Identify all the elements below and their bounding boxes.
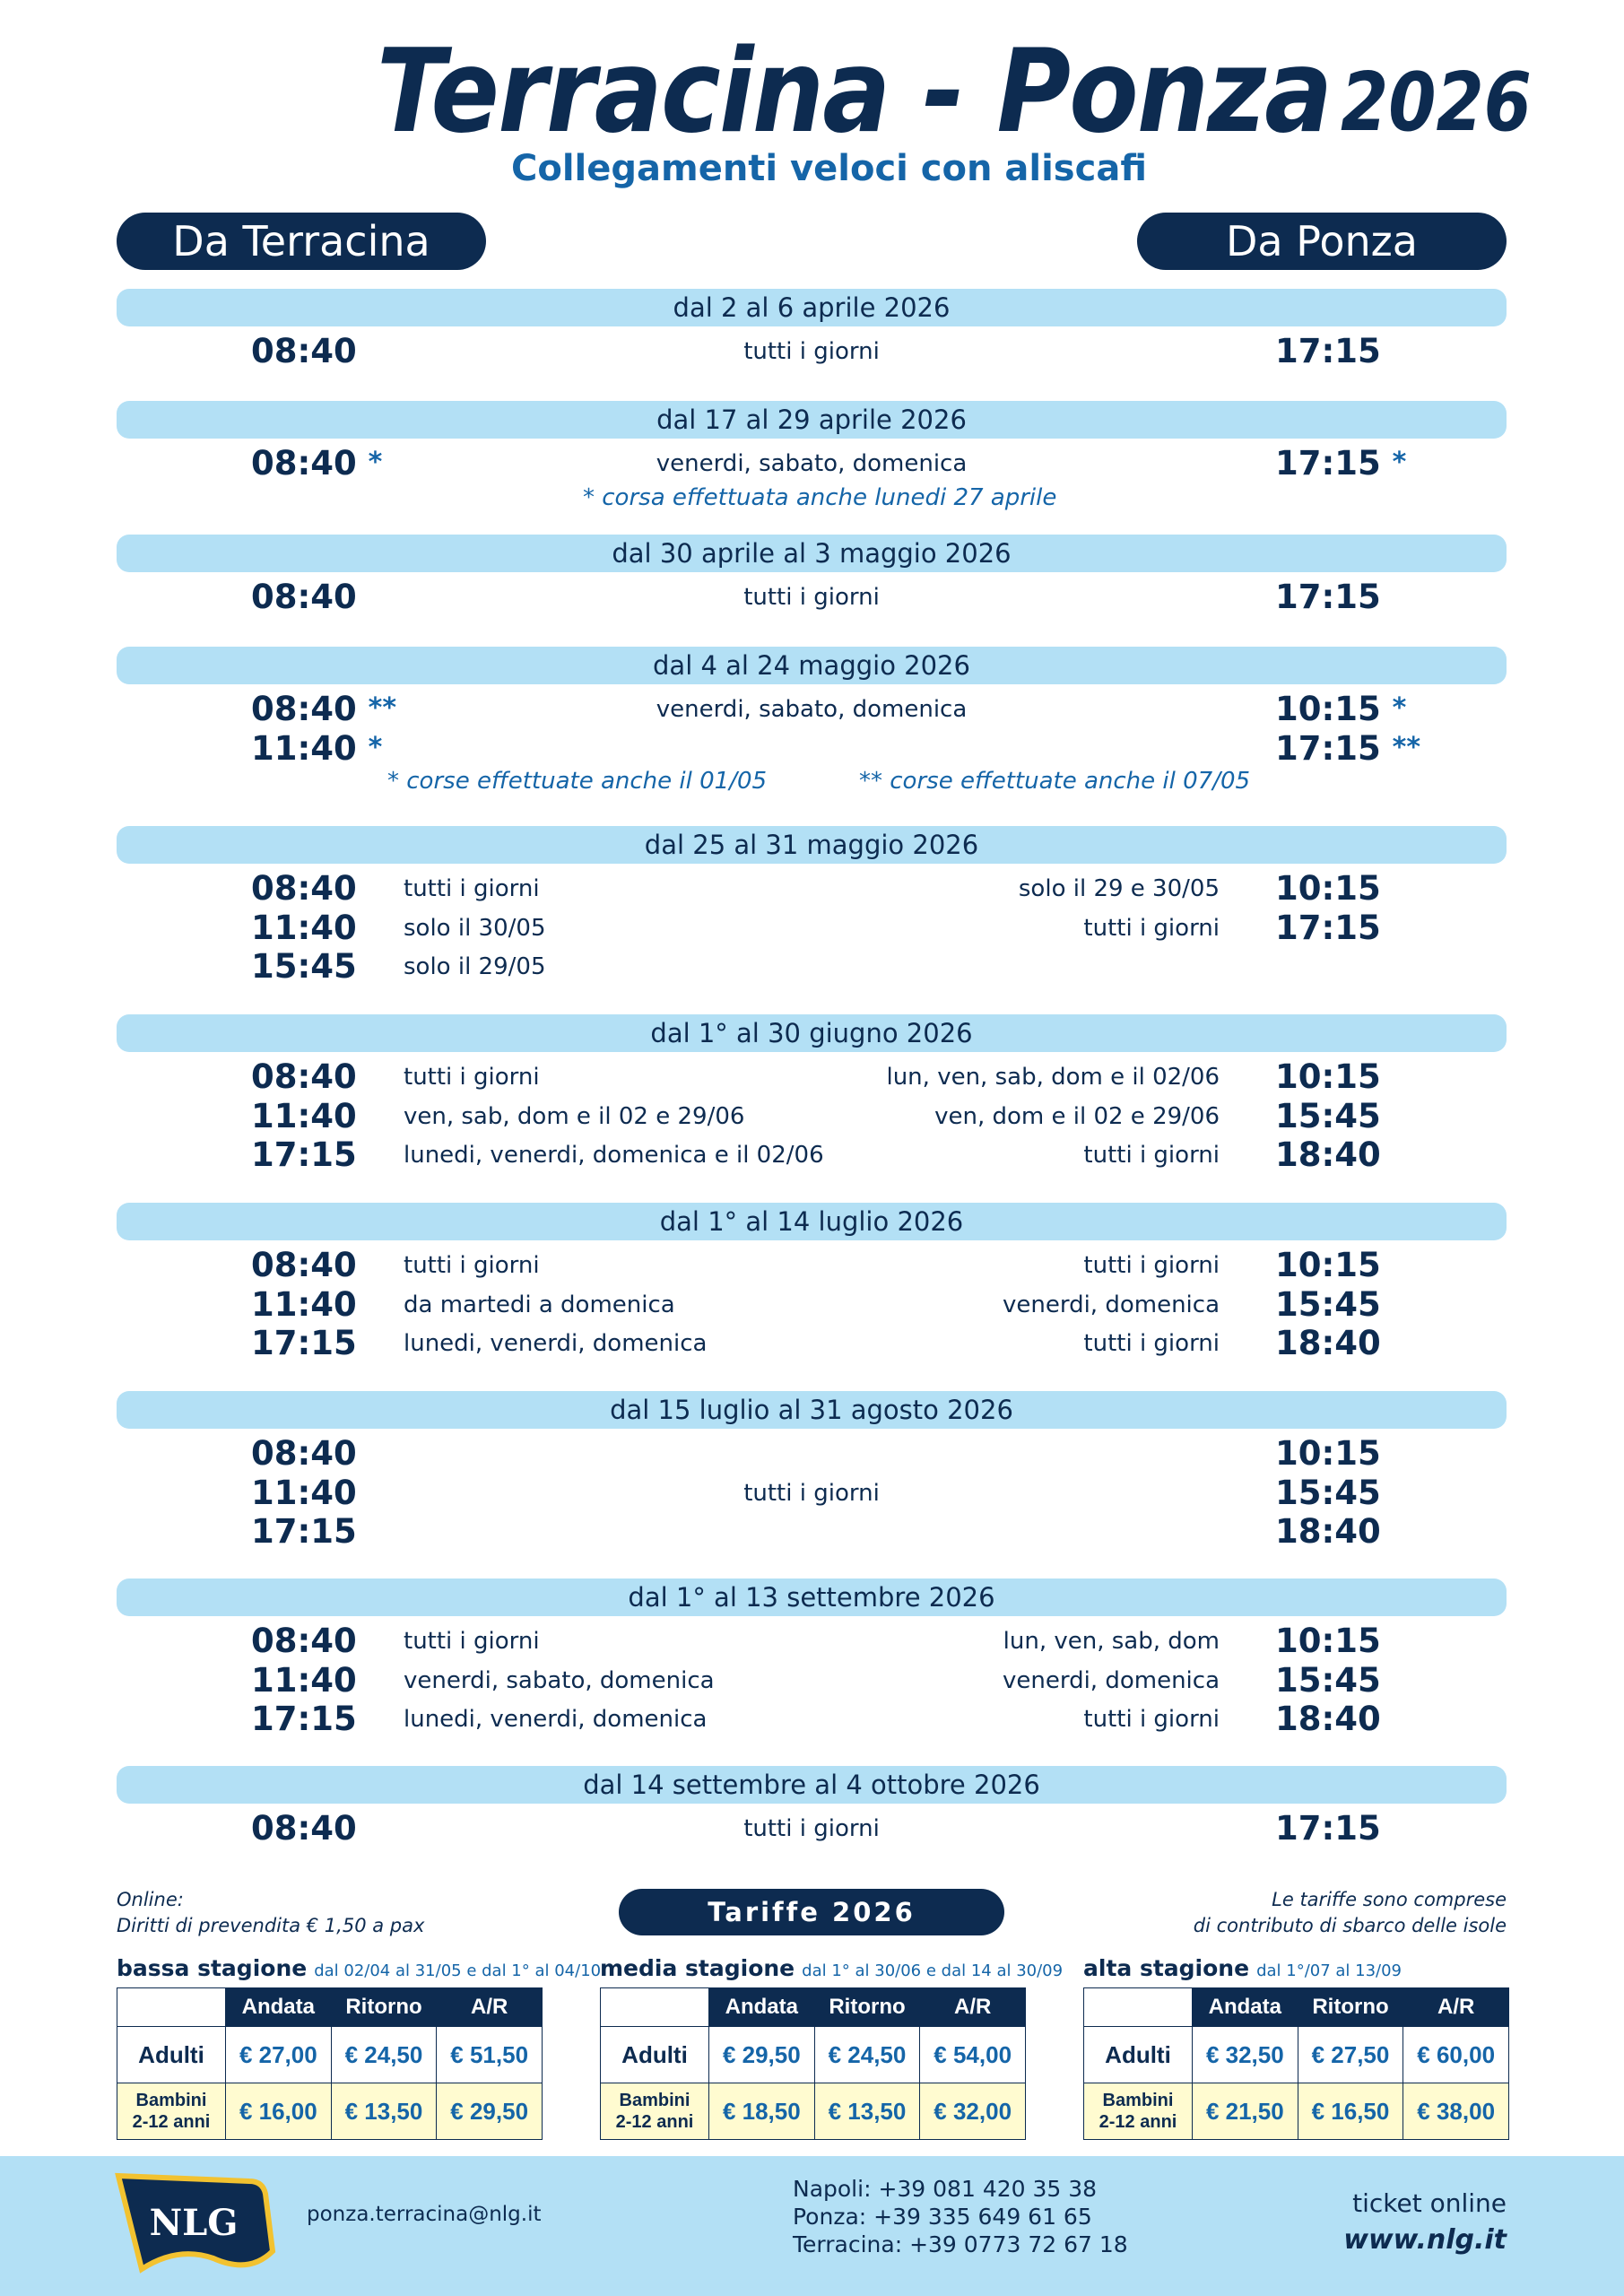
- tariff-note-1: Le tariffe sono comprese: [1272, 1889, 1507, 1910]
- days-ponza: venerdi, domenica: [1002, 1291, 1220, 1318]
- phone-ponza: Ponza: +39 335 649 61 65: [793, 2204, 1092, 2230]
- header-blank-cell: [1084, 1988, 1193, 2027]
- departure-time-terracina: [251, 729, 395, 771]
- fare-adult: € 24,50: [331, 2027, 437, 2083]
- departure-time-ponza: [1275, 1809, 1455, 1848]
- days-ponza: tutti i giorni: [1083, 1142, 1220, 1169]
- season-range: dal 1° al 30/06 e dal 14 al 30/09: [802, 1961, 1064, 1980]
- tariff-note-2: di contributo di sbarco delle isole: [1193, 1915, 1507, 1936]
- time-value: 10:15: [1275, 1246, 1381, 1284]
- time-value: 15:45: [1275, 1096, 1381, 1135]
- fare-child: € 38,00: [1403, 2083, 1509, 2140]
- column-header: A/R: [920, 1988, 1026, 2027]
- time-value: 15:45: [1275, 1284, 1381, 1324]
- days-all: tutti i giorni: [743, 1815, 880, 1842]
- fare-adult: € 32,50: [1193, 2027, 1298, 2083]
- contact-email[interactable]: ponza.terracina@nlg.it: [307, 2203, 542, 2226]
- departure-time-terracina: [251, 909, 395, 948]
- departure-time-ponza: [1275, 729, 1455, 771]
- days-terracina: solo il 29/05: [404, 953, 546, 980]
- time-value: 15:45: [1275, 1660, 1381, 1700]
- departure-time-terracina: [251, 1285, 395, 1325]
- season-name: media stagione: [600, 1955, 795, 1981]
- period-band: dal 30 aprile al 3 maggio 2026: [117, 535, 1507, 572]
- time-value: 10:15: [1275, 1057, 1381, 1096]
- days-terracina: venerdi, sabato, domenica: [404, 1666, 715, 1694]
- time-value: 17:15: [251, 1135, 357, 1174]
- departure-time-terracina: [251, 1324, 395, 1363]
- origin-terracina-pill: Da Terracina: [117, 213, 486, 270]
- days-ponza: lun, ven, sab, dom e il 02/06: [886, 1064, 1220, 1091]
- time-value: 17:15: [1275, 1809, 1381, 1848]
- days-terracina: solo il 30/05: [404, 914, 546, 942]
- row-label-adult: Adulti: [1084, 2027, 1193, 2083]
- season-name: bassa stagione: [117, 1955, 308, 1981]
- column-header: Ritorno: [331, 1988, 437, 2027]
- season-title: [1083, 1953, 1402, 1987]
- season-title: [600, 1953, 1063, 1987]
- footnote-mark: *: [1392, 447, 1407, 478]
- time-value: 08:40: [251, 444, 357, 483]
- period-band: dal 15 luglio al 31 agosto 2026: [117, 1391, 1507, 1429]
- fare-table: [1083, 1987, 1509, 2140]
- time-value: 17:15: [1275, 332, 1381, 370]
- fare-adult: € 24,50: [814, 2027, 920, 2083]
- days-ponza: venerdi, domenica: [1002, 1666, 1220, 1694]
- departure-time-terracina: [251, 1474, 395, 1513]
- row-label-child-line1: Bambini: [135, 2091, 207, 2110]
- nlg-logo: [115, 2169, 276, 2276]
- footnote-mark: *: [368, 447, 383, 478]
- column-header: Andata: [226, 1988, 332, 2027]
- fare-table: [117, 1987, 543, 2140]
- days-all: tutti i giorni: [743, 1479, 880, 1507]
- time-value: 08:40: [251, 1434, 357, 1473]
- departure-time-ponza: [1275, 1434, 1455, 1474]
- column-header: Andata: [709, 1988, 815, 2027]
- departure-time-terracina: [251, 1661, 395, 1700]
- tariffs-title: Tariffe 2026: [619, 1889, 1004, 1935]
- fare-adult: € 51,50: [437, 2027, 543, 2083]
- days-terracina: tutti i giorni: [404, 1252, 540, 1279]
- time-value: 11:40: [251, 1660, 357, 1700]
- days-ponza: lun, ven, sab, dom: [1003, 1628, 1220, 1655]
- departure-time-ponza: [1275, 1135, 1455, 1175]
- departure-time-terracina: [251, 1097, 395, 1136]
- column-header: Ritorno: [814, 1988, 920, 2027]
- time-value: 17:15: [1275, 728, 1381, 768]
- period-band: dal 4 al 24 maggio 2026: [117, 647, 1507, 684]
- period-band: dal 2 al 6 aprile 2026: [117, 289, 1507, 326]
- header-blank-cell: [117, 1988, 226, 2027]
- time-value: 17:15: [251, 1512, 357, 1551]
- departure-time-ponza: [1275, 332, 1455, 371]
- online-label: Online:: [117, 1889, 184, 1910]
- fare-adult: € 27,00: [226, 2027, 332, 2083]
- days-terracina: lunedi, venerdi, domenica e il 02/06: [404, 1142, 824, 1169]
- departure-time-ponza: [1275, 1057, 1455, 1097]
- time-value: 18:40: [1275, 1324, 1381, 1362]
- time-value: 15:45: [251, 947, 357, 986]
- footnote: * corsa effettuata anche lunedi 27 aprile: [583, 484, 1057, 511]
- departure-time-ponza: [1275, 1622, 1455, 1661]
- days-ponza: tutti i giorni: [1083, 1706, 1220, 1733]
- time-value: 10:15: [1275, 869, 1381, 908]
- departure-time-terracina: [251, 1434, 395, 1474]
- website-link[interactable]: www.nlg.it: [1343, 2224, 1507, 2256]
- footnote: ** corse effettuate anche il 07/05: [859, 768, 1251, 795]
- days-terracina: lunedi, venerdi, domenica: [404, 1330, 708, 1357]
- departure-time-terracina: [251, 332, 395, 371]
- row-label-child: [1084, 2083, 1193, 2140]
- departure-time-ponza: [1275, 1246, 1455, 1285]
- time-value: 17:15: [1275, 578, 1381, 616]
- departure-time-terracina: [251, 1700, 395, 1739]
- time-value: 08:40: [251, 1057, 357, 1096]
- departure-time-ponza: [1275, 1661, 1455, 1700]
- time-value: 17:15: [251, 1324, 357, 1362]
- time-value: 11:40: [251, 1284, 357, 1324]
- time-value: 18:40: [1275, 1135, 1381, 1174]
- footnote-mark: **: [1392, 731, 1421, 763]
- time-value: 17:15: [1275, 908, 1381, 947]
- page-subtitle: Collegamenti veloci con aliscafi: [511, 148, 1147, 189]
- season-range: dal 1°/07 al 13/09: [1256, 1961, 1403, 1980]
- days-all: venerdi, sabato, domenica: [656, 450, 968, 477]
- fare-adult: € 29,50: [709, 2027, 815, 2083]
- days-terracina: lunedi, venerdi, domenica: [404, 1706, 708, 1733]
- departure-time-terracina: [251, 1135, 395, 1175]
- days-ponza: tutti i giorni: [1083, 914, 1220, 942]
- footnote-mark: *: [1392, 692, 1407, 724]
- days-all: tutti i giorni: [743, 584, 880, 611]
- departure-time-terracina: [251, 1057, 395, 1097]
- row-label-adult: Adulti: [601, 2027, 709, 2083]
- departure-time-ponza: [1275, 690, 1455, 732]
- departure-time-ponza: [1275, 909, 1455, 948]
- fare-child: € 16,00: [226, 2083, 332, 2140]
- row-label-child: [601, 2083, 709, 2140]
- time-value: 11:40: [251, 728, 357, 768]
- fare-child: € 16,50: [1298, 2083, 1403, 2140]
- time-value: 11:40: [251, 1096, 357, 1135]
- departure-time-terracina: [251, 1246, 395, 1285]
- row-label-child-line2: 2-12 anni: [615, 2112, 694, 2132]
- row-label-child-line1: Bambini: [1102, 2091, 1174, 2110]
- footnote: * corse effettuate anche il 01/05: [387, 768, 768, 795]
- departure-time-terracina: [251, 869, 395, 909]
- departure-time-ponza: [1275, 1097, 1455, 1136]
- departure-time-terracina: [251, 444, 395, 486]
- time-value: 08:40: [251, 869, 357, 908]
- time-value: 08:40: [251, 332, 357, 370]
- time-value: 10:15: [1275, 1622, 1381, 1660]
- fare-adult: € 60,00: [1403, 2027, 1509, 2083]
- departure-time-ponza: [1275, 1324, 1455, 1363]
- departure-time-ponza: [1275, 578, 1455, 617]
- period-band: dal 1° al 14 luglio 2026: [117, 1203, 1507, 1240]
- departure-time-ponza: [1275, 1700, 1455, 1739]
- page-title: Terracina - Ponza: [377, 25, 1332, 159]
- row-label-child-line2: 2-12 anni: [1099, 2112, 1177, 2132]
- time-value: 18:40: [1275, 1512, 1381, 1551]
- fare-child: € 21,50: [1193, 2083, 1298, 2140]
- departure-time-ponza: [1275, 1474, 1455, 1513]
- period-band: dal 17 al 29 aprile 2026: [117, 401, 1507, 439]
- days-terracina: tutti i giorni: [404, 1064, 540, 1091]
- fare-table: [600, 1987, 1026, 2140]
- origin-ponza-pill: Da Ponza: [1137, 213, 1507, 270]
- time-value: 10:15: [1275, 1434, 1381, 1473]
- row-label-adult: Adulti: [117, 2027, 226, 2083]
- departure-time-terracina: [251, 690, 395, 732]
- season-name: alta stagione: [1083, 1955, 1250, 1981]
- days-ponza: tutti i giorni: [1083, 1252, 1220, 1279]
- fare-adult: € 27,50: [1298, 2027, 1403, 2083]
- departure-time-terracina: [251, 1809, 395, 1848]
- fare-child: € 13,50: [331, 2083, 437, 2140]
- header-blank-cell: [601, 1988, 709, 2027]
- period-band: dal 1° al 13 settembre 2026: [117, 1578, 1507, 1616]
- fare-child: € 32,00: [920, 2083, 1026, 2140]
- time-value: 08:40: [251, 1622, 357, 1660]
- departure-time-ponza: [1275, 444, 1455, 486]
- period-band: dal 25 al 31 maggio 2026: [117, 826, 1507, 864]
- time-value: 11:40: [251, 908, 357, 947]
- season-title: [117, 1953, 601, 1987]
- phone-terracina: Terracina: +39 0773 72 67 18: [793, 2231, 1128, 2257]
- fare-child: € 18,50: [709, 2083, 815, 2140]
- time-value: 11:40: [251, 1473, 357, 1512]
- time-value: 10:15: [1275, 690, 1381, 728]
- column-header: Andata: [1193, 1988, 1298, 2027]
- days-terracina: tutti i giorni: [404, 875, 540, 902]
- time-value: 15:45: [1275, 1473, 1381, 1512]
- days-terracina: ven, sab, dom e il 02 e 29/06: [404, 1102, 745, 1130]
- departure-time-terracina: [251, 1622, 395, 1661]
- footnote-mark: *: [368, 731, 383, 763]
- departure-time-ponza: [1275, 1285, 1455, 1325]
- ticket-online-label: ticket online: [1352, 2188, 1507, 2218]
- row-label-child: [117, 2083, 226, 2140]
- season-range: dal 02/04 al 31/05 e dal 1° al 04/10: [314, 1961, 602, 1980]
- time-value: 08:40: [251, 690, 357, 728]
- days-terracina: da martedi a domenica: [404, 1291, 675, 1318]
- logo-text: NLG: [149, 2202, 239, 2244]
- footnote-mark: **: [368, 692, 397, 724]
- period-band: dal 1° al 30 giugno 2026: [117, 1014, 1507, 1052]
- online-fee: Diritti di prevendita € 1,50 a pax: [117, 1915, 425, 1936]
- time-value: 08:40: [251, 578, 357, 616]
- days-all: tutti i giorni: [743, 338, 880, 365]
- fare-child: € 29,50: [437, 2083, 543, 2140]
- time-value: 17:15: [251, 1700, 357, 1738]
- departure-time-terracina: [251, 578, 395, 617]
- period-band: dal 14 settembre al 4 ottobre 2026: [117, 1766, 1507, 1804]
- row-label-child-line1: Bambini: [619, 2091, 690, 2110]
- departure-time-ponza: [1275, 1512, 1455, 1552]
- fare-child: € 13,50: [814, 2083, 920, 2140]
- days-terracina: tutti i giorni: [404, 1628, 540, 1655]
- days-ponza: solo il 29 e 30/05: [1018, 875, 1220, 902]
- time-value: 08:40: [251, 1809, 357, 1848]
- departure-time-terracina: [251, 1512, 395, 1552]
- fare-adult: € 54,00: [920, 2027, 1026, 2083]
- time-value: 17:15: [1275, 444, 1381, 483]
- days-ponza: ven, dom e il 02 e 29/06: [934, 1102, 1220, 1130]
- departure-time-ponza: [1275, 869, 1455, 909]
- time-value: 08:40: [251, 1246, 357, 1284]
- column-header: Ritorno: [1298, 1988, 1403, 2027]
- phone-napoli: Napoli: +39 081 420 35 38: [793, 2176, 1098, 2202]
- column-header: A/R: [437, 1988, 543, 2027]
- time-value: 18:40: [1275, 1700, 1381, 1738]
- page-year: 2026: [1341, 56, 1532, 150]
- days-ponza: tutti i giorni: [1083, 1330, 1220, 1357]
- row-label-child-line2: 2-12 anni: [132, 2112, 211, 2132]
- days-all: venerdi, sabato, domenica: [656, 696, 968, 723]
- column-header: A/R: [1403, 1988, 1509, 2027]
- departure-time-terracina: [251, 947, 395, 987]
